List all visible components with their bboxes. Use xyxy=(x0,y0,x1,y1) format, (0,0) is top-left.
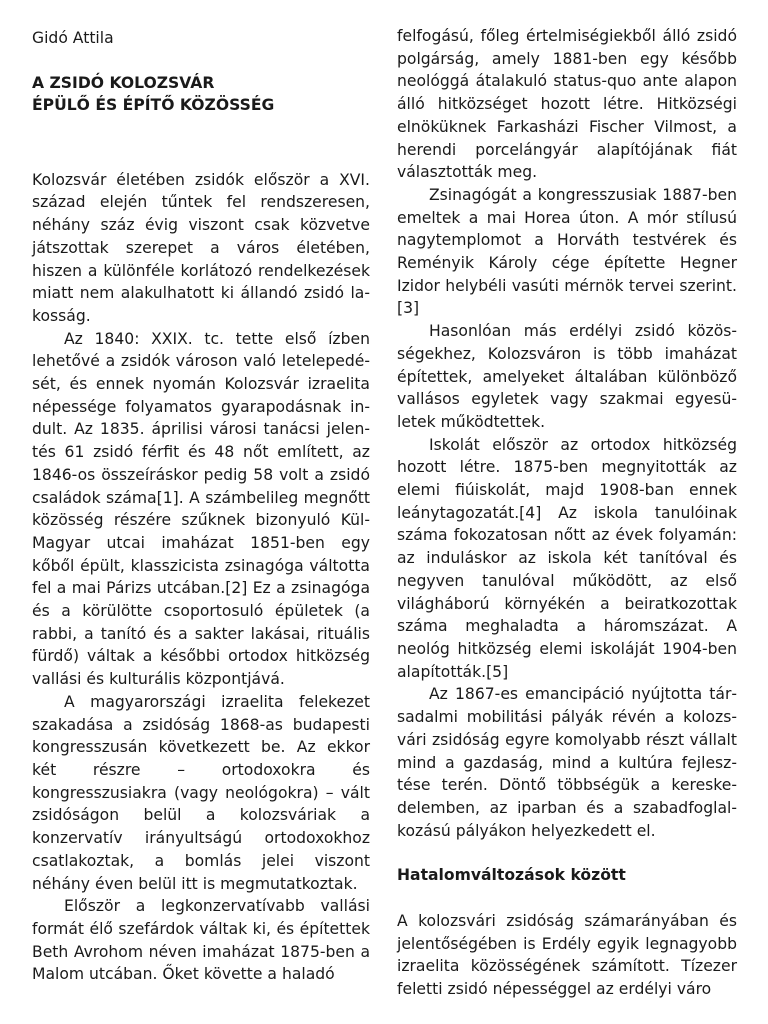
title-line-1: A ZSIDÓ KOLOZSVÁR xyxy=(32,73,215,92)
author-name: Gidó Attila xyxy=(32,29,114,47)
paragraph: Az 1867-es emancipáció nyújtotta társadalmi mobilitási pályák révén a kolozsvári zsidóság egyre komolyabb részt vállalt mind a gazdaság, mind a kultúra fejlesztése terén. Döntő többségük a kereskedelemben, az iparban és a szabadfoglalkozású pályákon helyezkedett el. xyxy=(397,685,737,840)
paragraph-continued: felfogású, főleg értelmiségiekből álló zsidó polgárság, amely 1881-ben egy később neológgá átalakuló status-quo ante alapon álló hitközséget hozott létre. Hitközségi elnöküknek Farkasházi Fischer Vilmost, a herendi porcelángyár alapítójának fiát választották meg. xyxy=(397,27,737,182)
left-column xyxy=(32,22,370,986)
paragraph: A kolozsvári zsidóság számarányában és jelentőségében is Erdély egyik legnagyobb izraelita közösségének számított. Tízezer feletti zsidó népességgel az erdélyi váro xyxy=(397,912,737,999)
section-heading: Hatalomváltozások között xyxy=(397,866,626,885)
paragraph: A magyarországi izraelita felekezet szakadása a zsidóság 1868-as budapesti kongresszusán következett be. Az ekkor két részre – ortodoxokra és kongresszusiakra (vagy neológokra) – vált zsidóságon belül a kolozsváriak a konzervatív irányultságú ortodoxokhoz csatlakoztak, a bomlás jelei viszont néhány éven belül itt is megmutatkoztak. xyxy=(32,692,370,893)
paragraph: Az 1840: XXIX. tc. tette első ízben lehetővé a zsidók városon való letelepedését, és ennek nyomán Kolozsvár izraelita népessége folyamatos gyarapodásnak indult. Az 1835. áprilisi városi tanácsi jelentés 61 zsidó férfit és 48 nőt említett, az 1846-os összeíráskor pedig 58 volt a zsidó családok száma[1]. A számbelileg megnőtt közösség részére szűknek bizonyuló Kül-Magyar utcai imaházat 1851-ben egy kőből épült, klasszicista zsinagóga váltotta fel a mai Párizs utcában.[2] Ez a zsinagóga és a körülötte csoportosuló épületek (a rabbi, a tanító és a sakter lakásai, rituális fürdő) váltak a későbbi ortodox hitközség vallási és kulturális központjává. xyxy=(32,329,370,689)
paragraph: Hasonlóan más erdélyi zsidó közösségekhez, Kolozsváron is több imaházat építettek, amelyeket általában különböző vallásos egyletek vagy szakmai egyesületek működtettek. xyxy=(397,322,737,431)
paragraph: Kolozsvár életében zsidók először a XVI. század elején tűntek fel rendszeresen, néhány száz évig viszont csak közvetve játszottak szerepet a város életében, hiszen a különféle korlátozó rendelkezések miatt nem alakulhatott ki állandó zsidó lakosság. xyxy=(32,170,370,325)
title-line-2: ÉPÜLŐ ÉS ÉPÍTŐ KÖZÖSSÉG xyxy=(32,96,275,115)
paragraph: Először a legkonzervatívabb vallási formát élő szefárdok váltak ki, és építettek Beth Avrohom néven imaházat 1875-ben a Malom utcában. Őket követte a haladó xyxy=(32,897,370,984)
paragraph: Zsinagógát a kongresszusiak 1887-ben emeltek a mai Horea úton. A mór stílusú nagytemplomot a Horváth testvérek és Reményik Károly cége építette Hegner Izidor helybéli vasúti mérnök tervei szerint.[3] xyxy=(397,185,737,318)
article-title xyxy=(32,72,370,117)
right-column xyxy=(397,25,737,1001)
paragraph: Iskolát először az ortodox hitközség hozott létre. 1875-ben megnyitották az elemi fiúiskolát, majd 1908-ban ennek leánytagozatát.[4] Az iskola tanulóinak száma fokozatosan nőtt az évek folyamán: az induláskor az iskola két tanítóval és negyven tanulóval működött, az első világháború környékén a beiratkozottak száma meghaladta a háromszázat. A neológ hitközség elemi iskoláját 1904-ben alapították.[5] xyxy=(397,435,737,681)
